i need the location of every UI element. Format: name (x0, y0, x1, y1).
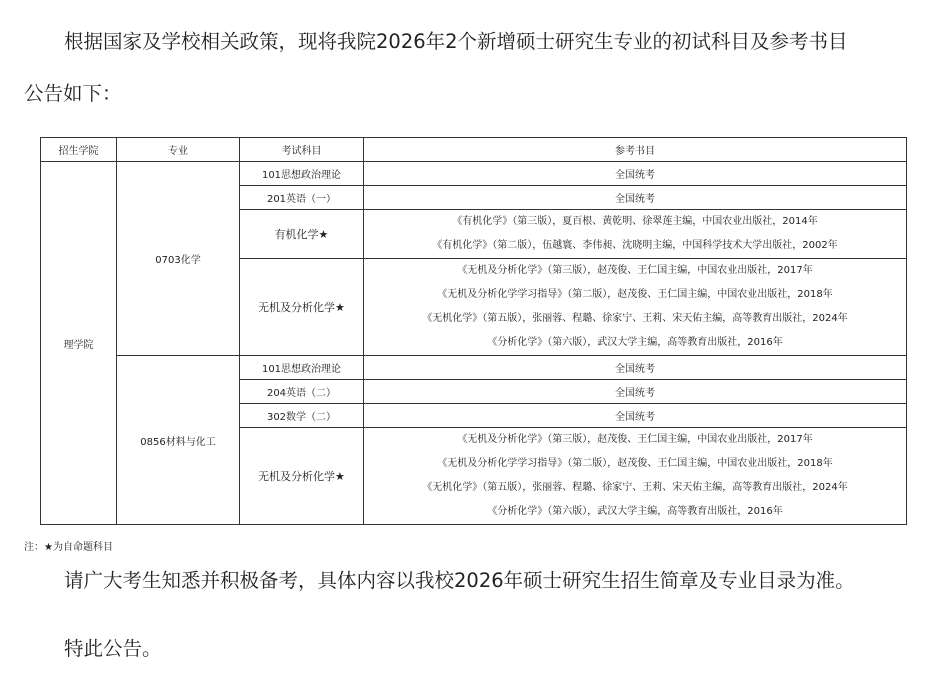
college-cell: 理学院 (41, 162, 117, 525)
subject-cell: 204英语（二） (240, 380, 364, 404)
reference-line: 《无机化学》（第五版），张丽蓉、程璐、徐家宁、王莉、宋天佑主编，高等教育出版社，2024年 (422, 313, 848, 324)
reference-cell: 全国统考 (364, 404, 907, 428)
intro-line-2: 公告如下： (24, 82, 122, 105)
major-cell-chemistry: 0703化学 (117, 162, 240, 356)
exam-subjects-table (40, 137, 907, 525)
subject-cell: 101思想政治理论 (240, 356, 364, 380)
intro-line-1: 根据国家及学校相关政策，现将我院2026年2个新增硕士研究生专业的初试科目及参考书目 (64, 30, 848, 53)
subject-cell: 无机及分析化学★ (240, 259, 364, 356)
reference-cell (364, 428, 907, 525)
table-row (41, 356, 907, 380)
header-college: 招生学院 (41, 138, 117, 162)
reference-line: 《有机化学》（第二版），伍越寰、李伟昶、沈晓明主编，中国科学技术大学出版社，2002年 (432, 240, 838, 251)
reference-cell (364, 259, 907, 356)
table-footnote: 注：★为自命题科目 (24, 542, 113, 553)
subject-cell: 无机及分析化学★ (240, 428, 364, 525)
header-references: 参考书目 (364, 138, 907, 162)
reference-line: 《无机及分析化学学习指导》（第二版），赵茂俊、王仁国主编，中国农业出版社，2018年 (437, 458, 833, 469)
subject-cell: 101思想政治理论 (240, 162, 364, 186)
reference-line: 《无机及分析化学》（第三版），赵茂俊、王仁国主编，中国农业出版社，2017年 (457, 265, 813, 276)
closing-paragraph: 请广大考生知悉并积极备考，具体内容以我校2026年硕士研究生招生简章及专业目录为准。 (64, 569, 855, 592)
reference-line: 《分析化学》（第六版），武汉大学主编，高等教育出版社，2016年 (487, 506, 783, 517)
reference-line: 《无机化学》（第五版），张丽蓉、程璐、徐家宁、王莉、宋天佑主编，高等教育出版社，2024年 (422, 482, 848, 493)
reference-cell: 全国统考 (364, 380, 907, 404)
reference-line: 《无机及分析化学》（第三版），赵茂俊、王仁国主编，中国农业出版社，2017年 (457, 434, 813, 445)
reference-line: 《有机化学》（第三版），夏百根、黄乾明、徐翠莲主编，中国农业出版社，2014年 (452, 216, 818, 227)
reference-line: 《无机及分析化学学习指导》（第二版），赵茂俊、王仁国主编，中国农业出版社，2018年 (437, 289, 833, 300)
closing-sign-off: 特此公告。 (64, 637, 162, 660)
table-header-row (41, 138, 907, 162)
intro-paragraph (24, 16, 924, 120)
subject-cell: 302数学（二） (240, 404, 364, 428)
reference-cell: 全国统考 (364, 162, 907, 186)
subject-cell: 有机化学★ (240, 210, 364, 259)
reference-line: 《分析化学》（第六版），武汉大学主编，高等教育出版社，2016年 (487, 337, 783, 348)
reference-cell (364, 210, 907, 259)
major-cell-materials: 0856材料与化工 (117, 356, 240, 525)
reference-cell: 全国统考 (364, 186, 907, 210)
subject-cell: 201英语（一） (240, 186, 364, 210)
table-row (41, 162, 907, 186)
header-major: 专业 (117, 138, 240, 162)
reference-cell: 全国统考 (364, 356, 907, 380)
header-subject: 考试科目 (240, 138, 364, 162)
